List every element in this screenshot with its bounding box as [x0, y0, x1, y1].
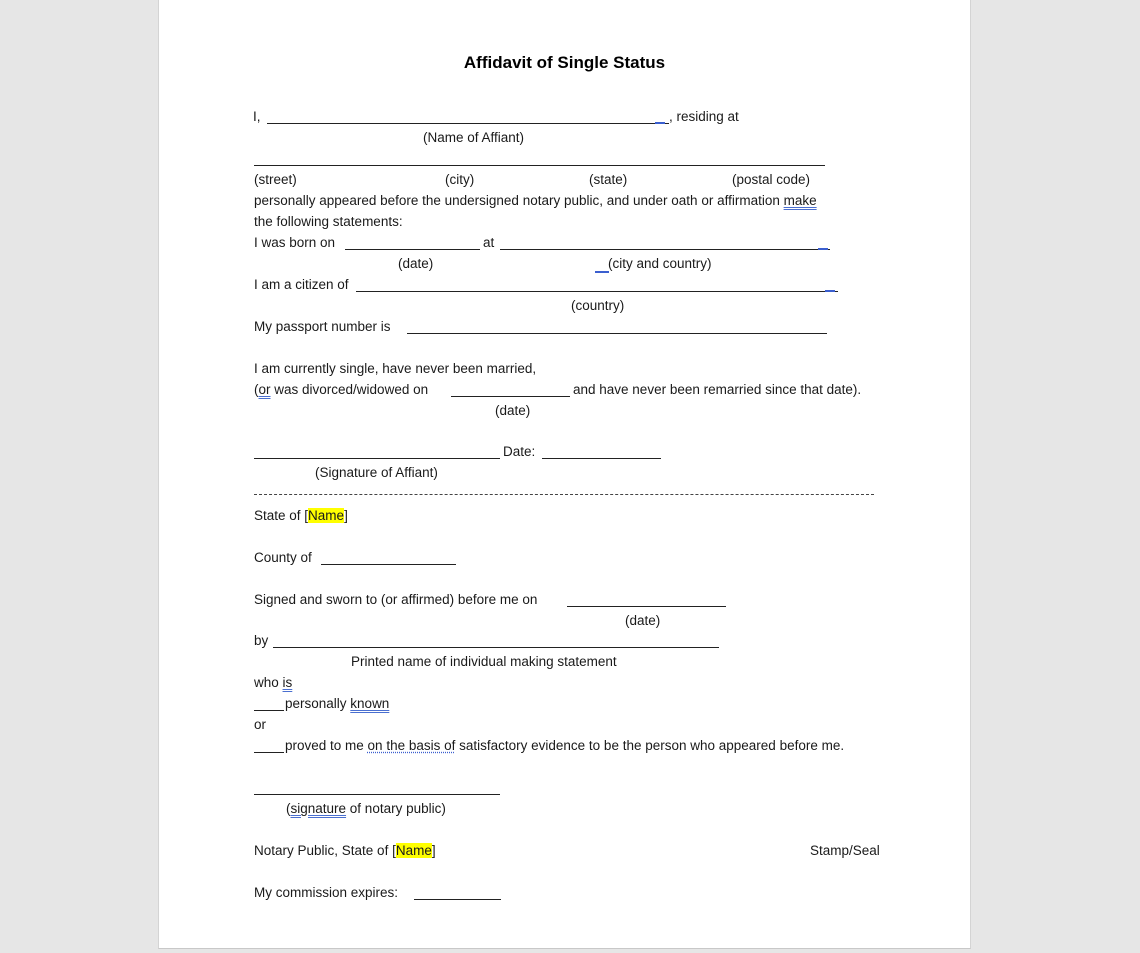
spell-mark: [818, 248, 828, 250]
spell-mark: [595, 271, 609, 273]
is-word: is: [282, 675, 293, 690]
signature-date-blank[interactable]: [542, 458, 661, 459]
by-label: by: [254, 633, 269, 648]
birth-date-caption: (date): [398, 256, 434, 271]
citizen-prefix: I am a citizen of: [254, 277, 349, 292]
or-word: or: [258, 382, 271, 397]
affiant-name-caption: (Name of Affiant): [423, 130, 525, 145]
or-label: or: [254, 717, 267, 732]
sworn-date-blank[interactable]: [567, 606, 726, 607]
passport-number-blank[interactable]: [407, 333, 827, 334]
residing-at-text: , residing at: [669, 109, 739, 124]
stamp-seal-label: Stamp/Seal: [810, 843, 880, 858]
signature-word: signature: [290, 801, 347, 816]
public-prefix: Notary Public, State of [: [254, 843, 396, 858]
county-prefix: County of: [254, 550, 312, 565]
state-name-placeholder[interactable]: Name: [308, 508, 345, 523]
single-line-1: I am currently single, have never been married,: [254, 361, 537, 376]
proved-text-b: on the basis of: [367, 738, 456, 753]
birth-date-blank[interactable]: [345, 249, 480, 250]
birth-place-blank[interactable]: [500, 249, 830, 250]
postal-caption: (postal code): [732, 172, 811, 187]
signature-caption: (Signature of Affiant): [315, 465, 438, 480]
commission-label: My commission expires:: [254, 885, 399, 900]
notary-signature-caption: [286, 800, 446, 817]
proved-text-a: proved to me: [285, 738, 368, 753]
country-caption: (country): [571, 298, 625, 313]
oath-line-2: the following statements:: [254, 214, 403, 229]
born-at: at: [483, 235, 495, 250]
street-caption: (street): [254, 172, 297, 187]
state-suffix: ]: [344, 508, 348, 523]
who-text: who: [254, 675, 283, 690]
section-divider: [254, 494, 874, 495]
notary-signature-blank[interactable]: [254, 794, 500, 795]
spell-mark: [655, 122, 665, 124]
passport-prefix: My passport number is: [254, 319, 391, 334]
citizen-country-blank[interactable]: [356, 291, 838, 292]
oath-make-word: make: [783, 193, 817, 208]
proved-blank[interactable]: [254, 752, 284, 753]
affiant-name-blank[interactable]: [267, 123, 669, 124]
state-caption: (state): [589, 172, 628, 187]
sworn-text: Signed and sworn to (or affirmed) before me on: [254, 592, 538, 607]
sig-rest: of notary public): [346, 801, 446, 816]
paren-open: (: [254, 382, 259, 397]
sig-paren: (: [286, 801, 291, 816]
commission-date-blank[interactable]: [414, 899, 501, 900]
affiant-prefix: I,: [253, 109, 261, 124]
divorced-text: was divorced/widowed on: [270, 382, 429, 397]
public-suffix: ]: [431, 843, 436, 858]
divorce-date-blank[interactable]: [451, 396, 570, 397]
notary-state-line: [254, 507, 348, 524]
county-blank[interactable]: [321, 564, 456, 565]
known-word: known: [350, 696, 390, 711]
oath-text: personally appeared before the undersigned notary public, and under oath or affirmation: [254, 193, 784, 208]
born-prefix: I was born on: [254, 235, 336, 250]
address-blank[interactable]: [254, 165, 825, 166]
divorce-date-caption: (date): [495, 403, 531, 418]
sworn-date-caption: (date): [625, 613, 661, 628]
proved-text-c: satisfactory evidence to be the person who appeared before me.: [455, 738, 845, 753]
document-title: Affidavit of Single Status: [463, 53, 666, 72]
public-state-placeholder[interactable]: Name: [395, 843, 432, 858]
personally-known-blank[interactable]: [254, 710, 284, 711]
printed-name-caption: Printed name of individual making statement: [351, 654, 617, 669]
birth-place-caption: (city and country): [608, 256, 712, 271]
signature-date-label: Date:: [503, 444, 536, 459]
affiant-signature-blank[interactable]: [254, 458, 500, 459]
who-is-line: [254, 674, 292, 691]
city-caption: (city): [445, 172, 475, 187]
printed-name-blank[interactable]: [273, 647, 719, 648]
notary-public-line: [254, 842, 436, 859]
document-page: [158, 0, 971, 949]
oath-line-1: [254, 192, 817, 209]
personally-text: personally: [285, 696, 351, 711]
proved-line: [285, 737, 844, 754]
spell-mark: [825, 290, 835, 292]
single-line-2: [254, 381, 428, 398]
state-prefix: State of [: [254, 508, 309, 523]
personally-known-line: [285, 695, 389, 712]
remarried-text: and have never been remarried since that date).: [573, 382, 862, 397]
